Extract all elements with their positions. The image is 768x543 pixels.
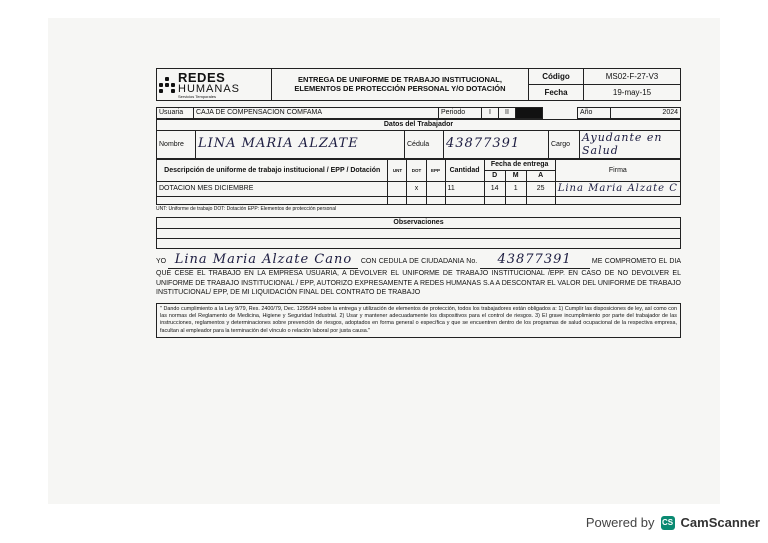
declaration-body: COMPROMETO EL DIA QUE CESE EL TRABAJO EN LA EMPRESA USUARIA, A DEVOLVER EL UNIFORME DE TRABAJO INSTITUCIONAL /EPP. EN CASO DE NO DEVOLVER EL UNIFORME DE TRABAJO INSTITUCIONAL / EPP, AUTORIZO EXPRESAMENTE A REDES HUMANAS S.A A DESCONTAR EL VALOR DEL UNIFORME DE TRABAJO INSTITUCIONAL/ EPP, DE MI LIQUIDACIÓN FINAL DEL CONTRATO DE TRABAJO: [156, 257, 682, 297]
nombre-label: Nombre: [157, 131, 196, 159]
col-dot: DOT: [407, 160, 426, 182]
periodo-i: I: [482, 108, 499, 119]
form-header: [156, 68, 681, 101]
usuaria-label: Usuaria: [157, 108, 194, 119]
declaration-yo: YO: [156, 257, 167, 265]
delivery-form: [156, 68, 681, 338]
cargo-value: Ayudante en Salud: [580, 131, 681, 159]
col-d: D: [484, 171, 505, 182]
anio-value: 2024: [611, 108, 681, 119]
row-epp: [426, 182, 445, 197]
row-m: 1: [505, 182, 526, 197]
row-d: 14: [484, 182, 505, 197]
col-epp: EPP: [426, 160, 445, 182]
cedula-value: 43877391: [444, 131, 549, 159]
camscanner-icon: CS: [661, 516, 675, 530]
logo-mark-icon: [159, 77, 175, 93]
table-row: [157, 182, 681, 197]
worker-section-title: Datos del Trabajador: [157, 120, 681, 131]
worker-section: [156, 119, 681, 159]
logo-title: REDES: [178, 69, 226, 85]
fecha-value: 19-may-15: [584, 85, 681, 101]
col-unt: UNT: [388, 160, 407, 182]
observaciones-title: Observaciones: [157, 217, 681, 228]
col-cantidad: Cantidad: [445, 160, 484, 182]
legal-note: " Dando cumplimiento a la Ley 9/79, Res. 2400/79, Dec. 1295/94 sobre la entrega y utilización de elementos de protección, todos los trabajadores están obligados a: 1) Cumplir las disposiciones de ley, así como con las normas del Reglamento de Medicina, Higiene y Seguridad Industrial. 2) Usar y mantener adecuadamente los dispositivos para el control de riesgos. 3) El grave incumplimiento por parte del trabajador de las instrucciones, reglamentos y determinaciones sobre prevención de riesgos, adoptados en forma general o específica y que se encuentren dentro de los programas de salud ocupacional de la respectiva empresa, facultan al empleador para la terminación del vínculo o relación laboral por justa causa.": [156, 303, 681, 338]
row-a: 25: [526, 182, 555, 197]
fecha-entrega-header: Fecha de entrega: [484, 160, 555, 171]
logo-cell: [157, 69, 272, 101]
row-signature: Lina Maria Alzate C: [555, 182, 680, 197]
row-desc: DOTACION MES DICIEMBRE: [157, 182, 388, 197]
observaciones-section: [156, 217, 681, 249]
declaration: [156, 251, 681, 298]
desc-header: Descripción de uniforme de trabajo institucional / EPP / Dotación: [157, 160, 388, 182]
cedula-label: Cédula: [405, 131, 444, 159]
declaration-cedula-text: CON CEDULA DE CIUDADANIA No.: [360, 257, 478, 265]
logo-tagline: Servicios Temporales: [178, 93, 216, 99]
periodo-ii: II: [499, 108, 516, 119]
camscanner-name: CamScanner: [680, 515, 760, 530]
items-legend: UNT: Uniforme de trabajo DOT: Dotación EPP: Elementos de protección personal: [156, 205, 337, 212]
row-unt: [388, 182, 407, 197]
nombre-value: LINA MARIA ALZATE: [196, 131, 405, 159]
usuaria-row: [156, 107, 681, 119]
logo-subtitle: HUMANAS: [178, 82, 241, 95]
usuaria-value: CAJA DE COMPENSACION COMFAMA: [194, 108, 439, 119]
periodo-label: Periodo: [439, 108, 482, 119]
col-m: M: [505, 171, 526, 182]
row-cantidad: 11: [445, 182, 484, 197]
items-table: [156, 159, 681, 205]
declaration-cedula: 43877391: [480, 251, 590, 270]
codigo-value: MS02-F-27-V3: [584, 69, 681, 85]
codigo-label: Código: [529, 69, 584, 85]
company-logo: [159, 71, 269, 99]
declaration-name: Lina Maria Alzate Cano: [168, 251, 358, 270]
row-dot: x: [407, 182, 426, 197]
form-title: ENTREGA DE UNIFORME DE TRABAJO INSTITUCIONAL, ELEMENTOS DE PROTECCIÓN PERSONAL Y/O DOTACIÓN: [272, 69, 529, 101]
col-firma: Firma: [555, 160, 680, 182]
fecha-label: Fecha: [529, 85, 584, 101]
powered-by-text: Powered by: [585, 515, 655, 530]
periodo-redacted: [516, 108, 543, 119]
declaration-me: ME: [591, 257, 603, 265]
col-a: A: [526, 171, 555, 182]
cargo-label: Cargo: [549, 131, 580, 159]
anio-label: Año: [578, 108, 611, 119]
camscanner-footer: [586, 515, 760, 530]
